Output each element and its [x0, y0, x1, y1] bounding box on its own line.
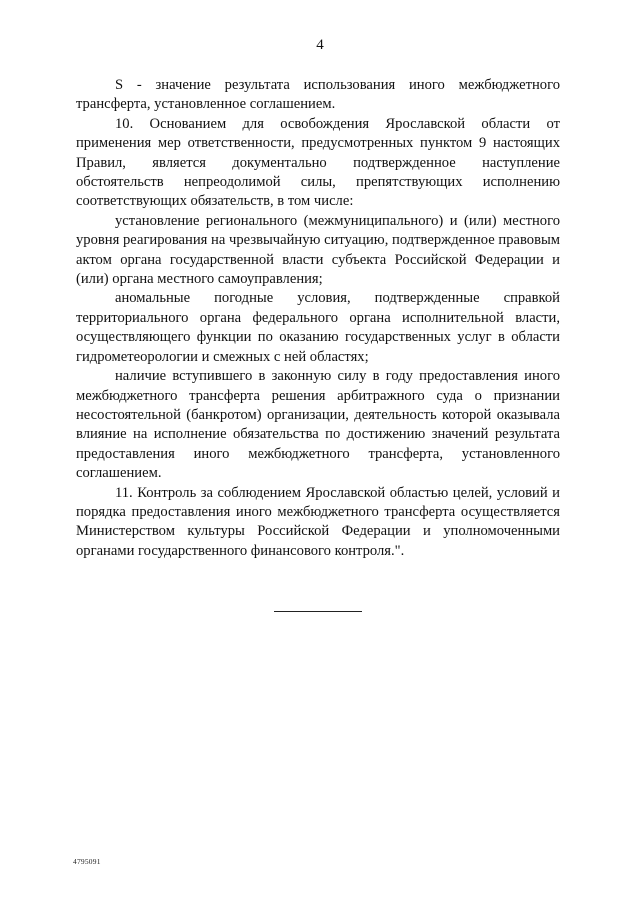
paragraph-item-11: 11. Контроль за соблюдением Ярославской областью целей, условий и порядка предоставления иного межбюджетного трансферта осуществляется Министерством культуры Российской Федерации и уполномоченными органами государственного финансового контроля.".	[76, 484, 560, 559]
paragraph-weather-conditions: аномальные погодные условия, подтвержденные справкой территориального органа федерального органа исполнительной власти, осуществляющего функции по оказанию государственных услуг в области гидрометеорологии и смежных с ней областях;	[76, 290, 560, 365]
paragraph-s-value: S - значение результата использования иного межбюджетного трансферта, установленное соглашением.	[76, 77, 560, 113]
paragraph-item-10: 10. Основанием для освобождения Ярославской области от применения мер ответственности, предусмотренных пунктом 9 настоящих Правил, является документально подтвержденное наступление обстоятельств непреодолимой силы, препятствующих исполнению соответствующих обязательств, в том числе:	[76, 115, 560, 210]
page-number: 4	[316, 37, 324, 53]
end-separator-line	[274, 611, 362, 612]
paragraph-emergency-response: установление регионального (межмуниципального) и (или) местного уровня реагирования на чрезвычайную ситуацию, подтвержденное правовым актом органа государственной власти субъекта Российской Федерации и (или) органа местного самоуправления;	[76, 212, 560, 288]
document-id: 4795091	[73, 857, 101, 866]
document-body	[76, 76, 560, 561]
paragraph-arbitration-decision: наличие вступившего в законную силу в году предоставления иного межбюджетного трансферта решения арбитражного суда о признании несостоятельной (банкротом) организации, деятельность которой оказывала влияние на исполнение обязательства по достижению значений результата предоставления иного межбюджетного трансферта, установленного соглашением.	[76, 368, 560, 482]
